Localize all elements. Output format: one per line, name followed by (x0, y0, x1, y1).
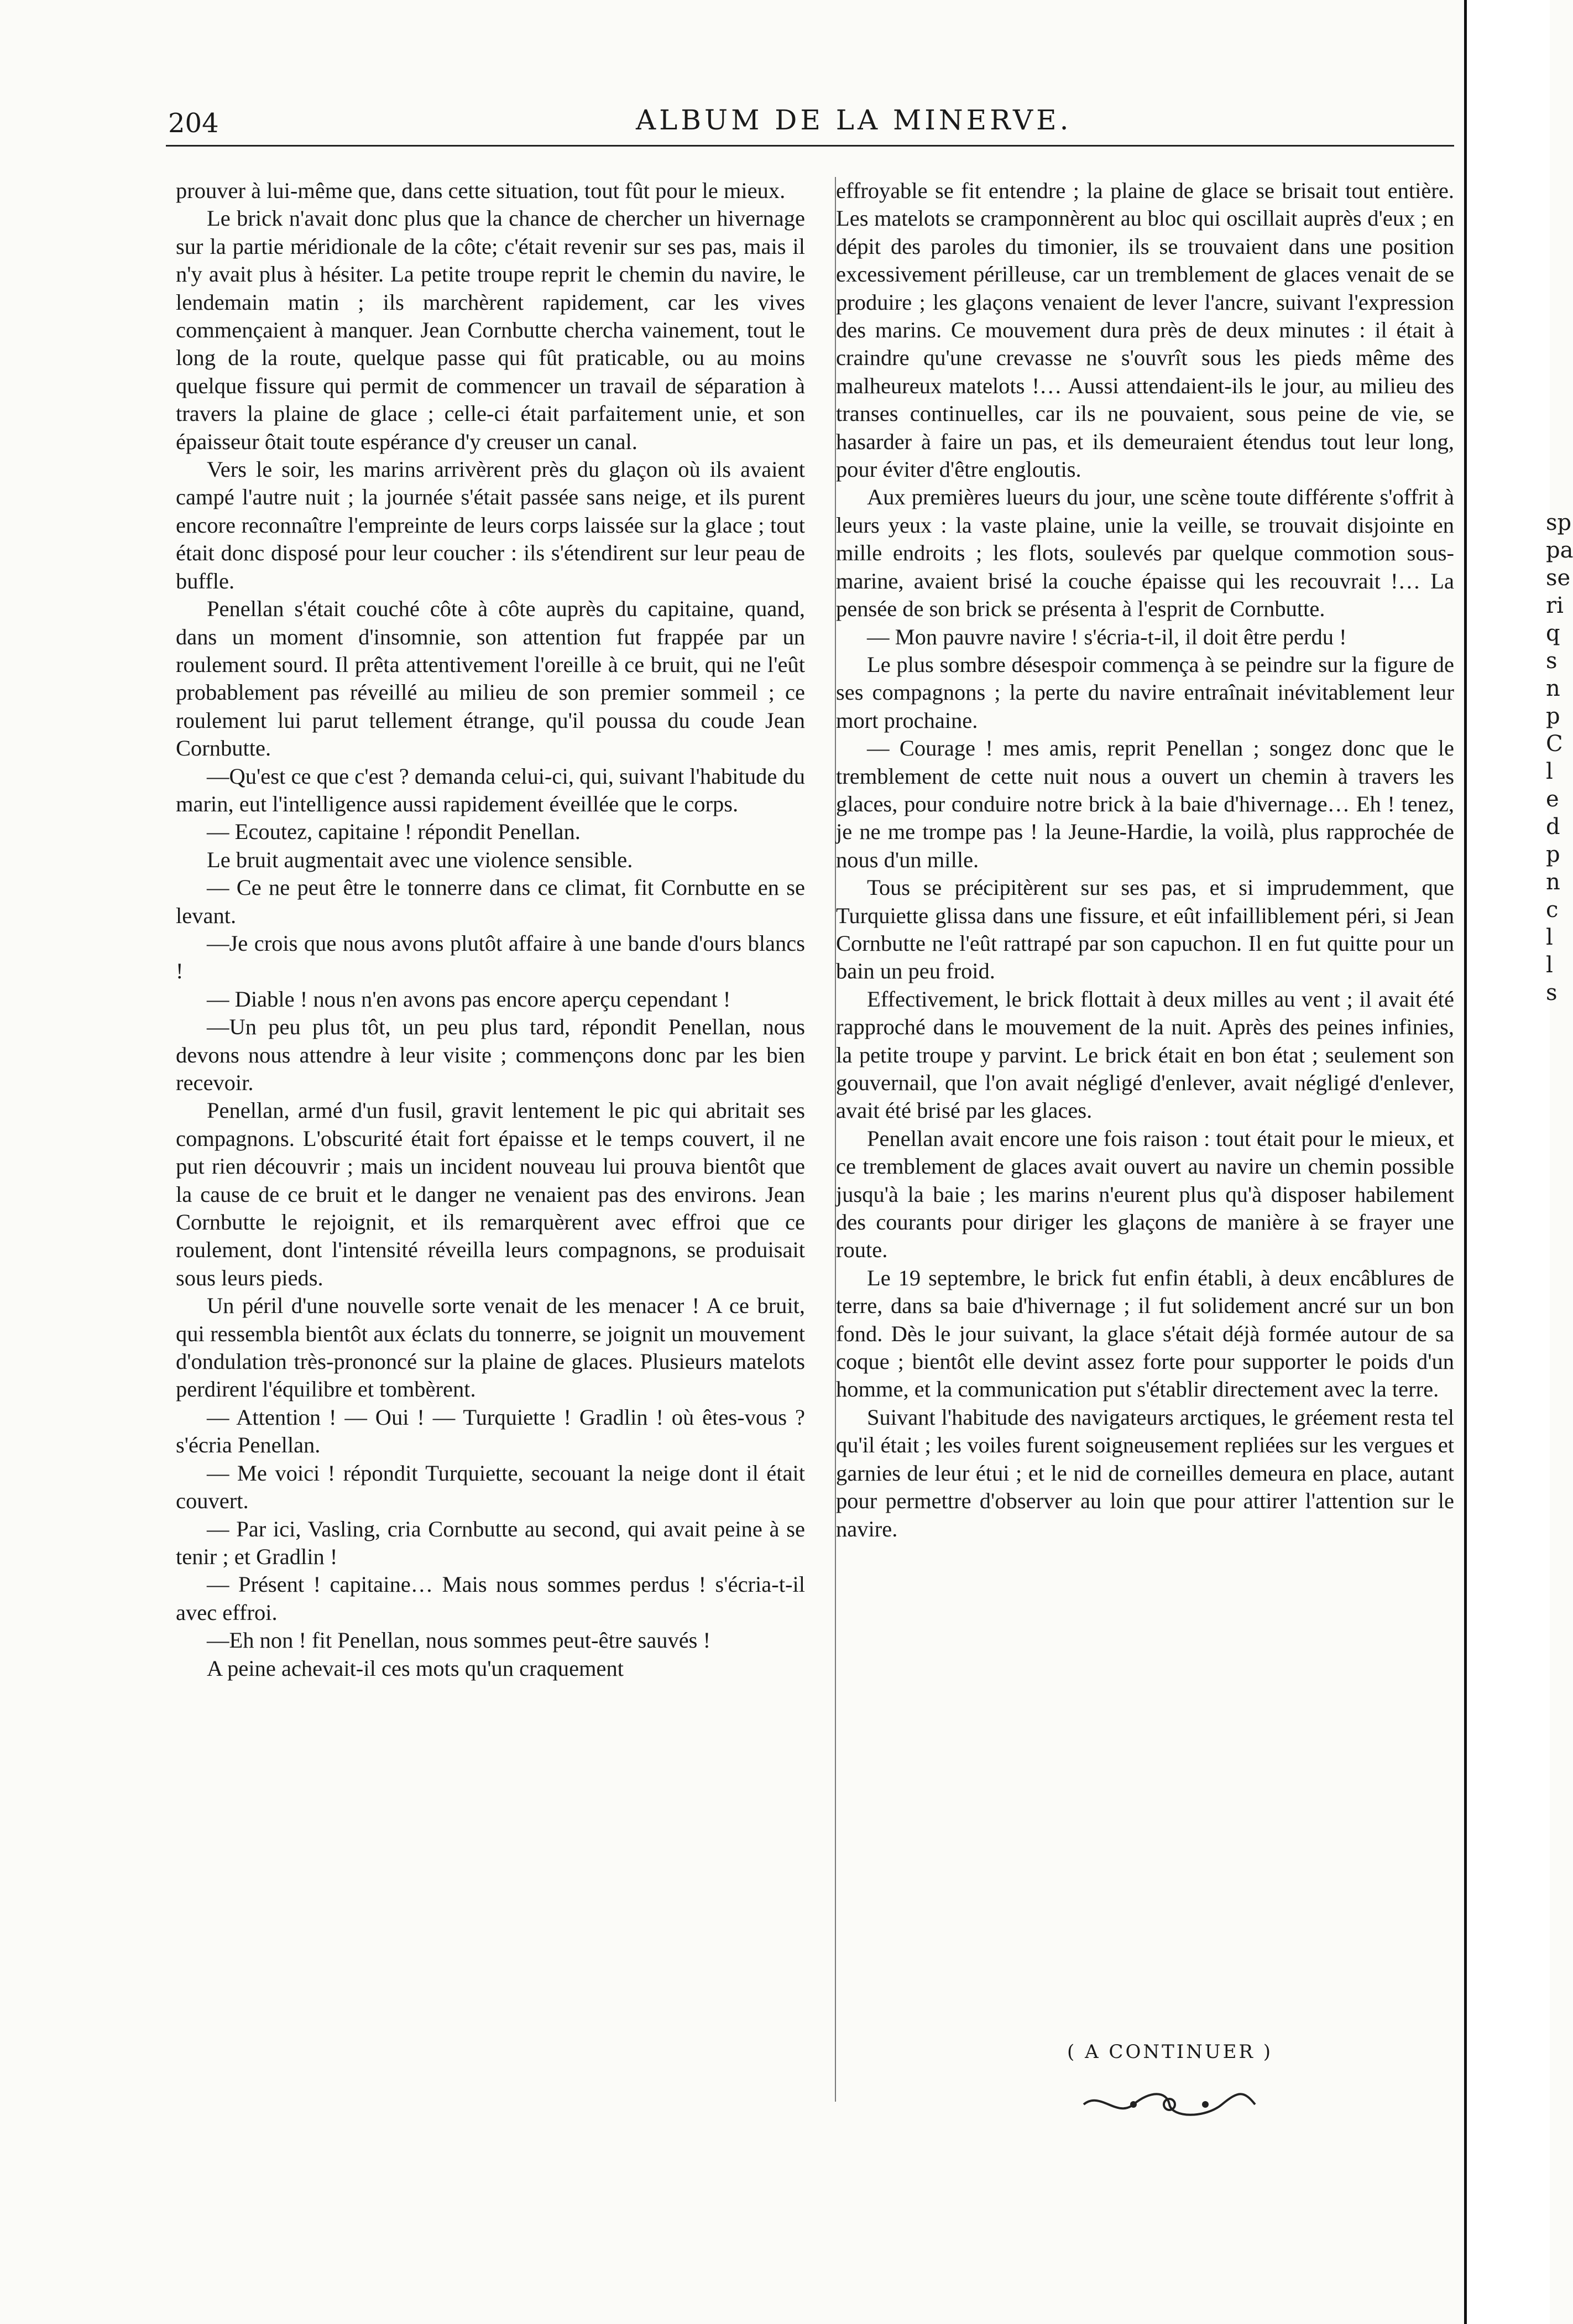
edge-fragment: C (1546, 731, 1563, 757)
edge-fragment: s (1546, 980, 1558, 1005)
paragraph: Le bruit augmentait avec une violence sensible. (207, 847, 633, 872)
adjacent-page-fragments (1546, 509, 1573, 1007)
paragraph: Penellan, armé d'un fusil, gravit lentement le pic qui abritait ses compagnons. L'obscurité était fort épaisse et le temps couvert, il ne put rien découvrir ; mais un incident nouveau lui prouva bientôt que la cause de ce bruit et le danger ne venaient pas des environs. Jean Cornbutte le rejoignit, et ils remarquèrent avec effroi que ce roulement, dont l'intensité réveilla leurs compagnons, se produisait sous leurs pieds. (176, 1098, 805, 1290)
edge-fragment: q (1546, 621, 1560, 646)
paragraph: —Qu'est ce que c'est ? demanda celui-ci, qui, suivant l'habitude du marin, eut l'intelligence aussi rapidement éveillée que le corps. (176, 763, 805, 816)
paragraph: Penellan s'était couché côte à côte auprès du capitaine, quand, dans un moment d'insomnie, son attention fut frappée par un roulement sourd. Il prêta attentivement l'oreille à ce bruit, qui ne l'eût probablement pas réveillé au milieu de son premier sommeil ; ce roulement lui parut tellement étrange, qu'il poussa du coude Jean Cornbutte. (176, 596, 805, 761)
right-page-edge (1464, 0, 1550, 2324)
edge-fragment: p (1546, 704, 1560, 729)
paragraph: —Je crois que nous avons plutôt affaire à une bande d'ours blancs ! (176, 930, 805, 984)
paragraph: —Eh non ! fit Penellan, nous sommes peut-être sauvés ! (207, 1628, 711, 1653)
paragraph: — Présent ! capitaine… Mais nous sommes perdus ! s'écria-t-il avec effroi. (176, 1572, 805, 1625)
paragraph: effroyable se fit entendre ; la plaine de glace se brisait tout entière. Les matelots se cramponnèrent au bloc qui oscillait auprès d'eux ; en dépit des paroles du timonier, ils se trouvaient dans une position excessivement périlleuse, car un tremblement de glaces venait de se produire ; les glaçons venaient de lever l'ancre, suivant l'expression des marins. Ce mouvement dura près de deux minutes : il était à craindre qu'une crevasse ne s'ouvrît sous les pieds même des malheureux matelots !… Aussi attendaient-ils le jour, au milieu des transes continuelles, car ils ne pouvaient, sous peine de vie, se hasarder à faire un pas, et ils demeuraient étendus tout leur long, pour éviter d'être engloutis. (836, 178, 1454, 482)
edge-fragment: sp (1546, 510, 1572, 535)
paragraph: — Ce ne peut être le tonnerre dans ce climat, fit Cornbutte en se levant. (176, 875, 805, 928)
running-head: ALBUM DE LA MINERVE. (636, 104, 1072, 136)
edge-fragment: c (1546, 897, 1559, 923)
paragraph: —Un peu plus tôt, un peu plus tard, répondit Penellan, nous devons nous attendre à leur visite ; commençons donc par les bien recevoir. (176, 1014, 805, 1095)
edge-fragment: l (1546, 759, 1553, 784)
paragraph: Un péril d'une nouvelle sorte venait de les menacer ! A ce bruit, qui ressembla bientôt aux éclats du tonnerre, se joignit un mouvement d'ondulation très-prononcé sur la plaine de glaces. Plusieurs matelots perdirent l'équilibre et tombèrent. (176, 1293, 805, 1402)
edge-fragment: l (1546, 925, 1553, 950)
paragraph: — Par ici, Vasling, cria Cornbutte au second, qui avait peine à se tenir ; et Gradlin ! (176, 1516, 805, 1569)
page-number: 204 (168, 108, 219, 139)
paragraph: A peine achevait-il ces mots qu'un craquement (207, 1655, 624, 1681)
paragraph: — Diable ! nous n'en avons pas encore aperçu cependant ! (207, 986, 731, 1012)
paragraph: — Ecoutez, capitaine ! répondit Penellan. (207, 819, 581, 845)
edge-fragment: ri (1546, 593, 1564, 618)
edge-fragment: p (1546, 842, 1560, 867)
paragraph: Vers le soir, les marins arrivèrent près du glaçon où ils avaient campé l'autre nuit ; la journée s'était passée sans neige, et ils purent encore reconnaître l'empreinte de leurs corps laissée sur la glace ; tout était donc disposé pour leur coucher : ils s'étendirent sur leur peau de buffle. (176, 457, 805, 593)
paragraph: Le brick n'avait donc plus que la chance de chercher un hivernage sur la partie méridionale de la côte; c'était revenir sur ses pas, mais il n'y avait plus à hésiter. La petite troupe reprit le chemin du navire, le lendemain matin ; ils marchèrent rapidement, car les vives commençaient à manquer. Jean Cornbutte chercha vainement, tout le long de la route, quelque passe qui fût praticable, ou au moins quelque fissure qui permit de commencer un travail de séparation à travers la plaine de glace ; celle-ci était parfaitement unie, et son épaisseur ôtait toute espérance d'y creuser un canal. (176, 206, 805, 454)
paragraph: Le 19 septembre, le brick fut enfin établi, à deux encâblures de terre, dans sa baie d'hivernage ; il fut solidement ancré sur un bon fond. Dès le jour suivant, la glace s'était déjà formée autour de sa coque ; bientôt elle devint assez forte pour supporter le poids d'un homme, et la communication put s'établir directement avec la terre. (836, 1265, 1454, 1402)
paragraph: Tous se précipitèrent sur ses pas, et si imprudemment, que Turquiette glissa dans une fissure, et eût infailliblement péri, si Jean Cornbutte ne l'eût rattrapé par son capuchon. Il en fut quitte pour un bain un peu froid. (836, 875, 1454, 984)
header-rule (166, 145, 1454, 147)
edge-fragment: l (1546, 952, 1553, 978)
edge-fragment: se (1546, 565, 1571, 591)
edge-fragment: d (1546, 814, 1560, 840)
edge-fragment: n (1546, 869, 1560, 895)
paragraph: prouver à lui-même que, dans cette situation, tout fût pour le mieux. (176, 178, 786, 203)
paragraph: Suivant l'habitude des navigateurs arctiques, le gréement resta tel qu'il était ; les voiles furent soigneusement repliées sur les vergues et garnies de leur étui ; et le nid de corneilles demeura en place, autant pour permettre d'observer au loin que pour attirer l'attention sur le navire. (836, 1404, 1454, 1541)
edge-fragment: pa (1546, 538, 1573, 563)
edge-fragment: e (1546, 786, 1559, 812)
paragraph: — Me voici ! répondit Turquiette, secouant la neige dont il était couvert. (176, 1460, 805, 1514)
ornament-icon (1078, 2088, 1261, 2121)
paragraph: Aux premières lueurs du jour, une scène toute différente s'offrit à leurs yeux : la vaste plaine, unie la veille, se trouvait disjointe en mille endroits ; les flots, soulevés par quelque commotion sous-marine, avaient brisé la couche épaisse qui les recouvrait !… La pensée de son brick se présenta à l'esprit de Cornbutte. (836, 484, 1454, 622)
paragraph: — Attention ! — Oui ! — Turquiette ! Gradlin ! où êtes-vous ? s'écria Penellan. (176, 1404, 805, 1458)
paragraph: Penellan avait encore une fois raison : tout était pour le mieux, et ce tremblement de glaces avait ouvert au navire un chemin possible jusqu'à la baie ; les marins n'eurent plus qu'à disposer habilement des courants pour diriger les glaçons de manière à se frayer une route. (836, 1125, 1454, 1263)
to-continue-label: ( A CONTINUER ) (1067, 2041, 1273, 2063)
paragraph: Le plus sombre désespoir commença à se peindre sur la figure de ses compagnons ; la perte du navire entraînait inévitablement leur mort prochaine. (836, 652, 1454, 733)
paragraph: — Courage ! mes amis, reprit Penellan ; songez donc que le tremblement de cette nuit nous a ouvert un chemin à travers les glaces, pour conduire notre brick à la baie d'hivernage… Eh ! tenez, je ne me trompe pas ! la Jeune-Hardie, la voilà, plus rapprochée de nous d'un mille. (836, 736, 1454, 872)
paragraph: Effectivement, le brick flottait à deux milles au vent ; il avait été rapproché dans le mouvement de la nuit. Après des peines infinies, la petite troupe y parvint. Le brick était en bon état ; seulement son gouvernail, que l'on avait négligé d'enlever, avait négligé d'enlever, avait été brisé par les glaces. (836, 986, 1454, 1123)
left-column (176, 177, 805, 1682)
paragraph: — Mon pauvre navire ! s'écria-t-il, il doit être perdu ! (867, 624, 1347, 649)
edge-fragment: n (1546, 676, 1560, 701)
edge-fragment: s (1546, 648, 1558, 674)
right-column (836, 177, 1454, 1543)
